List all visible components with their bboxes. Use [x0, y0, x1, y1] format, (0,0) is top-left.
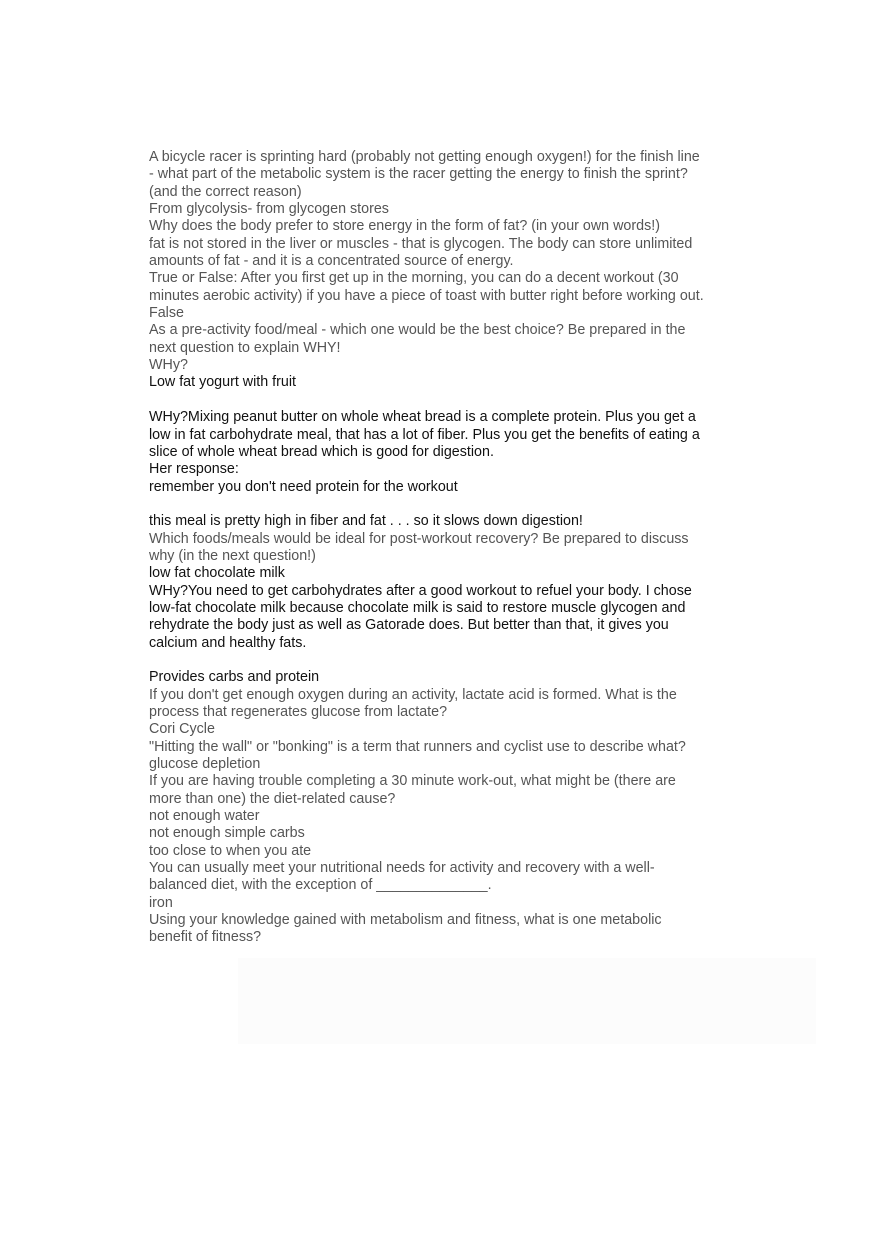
text-line: minutes aerobic activity) if you have a piece of toast with butter right before working out.	[149, 287, 704, 304]
text-line: Why does the body prefer to store energy in the form of fat? (in your own words!)	[149, 218, 660, 235]
blank-line	[149, 496, 739, 513]
text-line: next question to explain WHY!	[149, 339, 341, 356]
faint-scan-region	[238, 958, 816, 1044]
text-line: Using your knowledge gained with metabolism and fitness, what is one metabolic	[149, 912, 662, 929]
text-line: Her response:	[149, 461, 239, 478]
text-line: As a pre-activity food/meal - which one would be the best choice? Be prepared in the	[149, 322, 686, 339]
text-line: WHy?Mixing peanut butter on whole wheat bread is a complete protein. Plus you get a	[149, 409, 696, 426]
text-line: iron	[149, 894, 173, 911]
text-line: remember you don't need protein for the workout	[149, 478, 458, 495]
text-line: - what part of the metabolic system is the racer getting the energy to finish the sprint?	[149, 166, 688, 183]
text-line: You can usually meet your nutritional needs for activity and recovery with a well-	[149, 860, 655, 877]
blank-line	[149, 392, 739, 409]
text-line: more than one) the diet-related cause?	[149, 790, 396, 807]
text-line: (and the correct reason)	[149, 183, 302, 200]
text-line: this meal is pretty high in fiber and fat . . . so it slows down digestion!	[149, 513, 583, 530]
text-line: False	[149, 305, 184, 322]
text-line: glucose depletion	[149, 756, 261, 773]
text-line: balanced diet, with the exception of ______________.	[149, 877, 492, 894]
text-line: low-fat chocolate milk because chocolate milk is said to restore muscle glycogen and	[149, 599, 686, 616]
document-body	[149, 149, 739, 947]
text-line: amounts of fat - and it is a concentrated source of energy.	[149, 253, 514, 270]
text-line: benefit of fitness?	[149, 929, 262, 946]
text-line: not enough water	[149, 808, 260, 825]
text-line: WHy?You need to get carbohydrates after a good workout to refuel your body. I chose	[149, 582, 692, 599]
text-line: low in fat carbohydrate meal, that has a lot of fiber. Plus you get the benefits of eating a	[149, 426, 700, 443]
text-line: slice of whole wheat bread which is good for digestion.	[149, 443, 494, 460]
text-line: calcium and healthy fats.	[149, 634, 307, 651]
text-line: If you don't get enough oxygen during an activity, lactate acid is formed. What is the	[149, 686, 677, 703]
text-line: process that regenerates glucose from lactate?	[149, 704, 448, 720]
text-line: Which foods/meals would be ideal for post-workout recovery? Be prepared to discuss	[149, 530, 689, 547]
text-line: fat is not stored in the liver or muscles - that is glycogen. The body can store unlimited	[149, 235, 693, 252]
text-line: rehydrate the body just as well as Gatorade does. But better than that, it gives you	[149, 617, 669, 634]
text-line: too close to when you ate	[149, 842, 312, 859]
text-line: A bicycle racer is sprinting hard (probably not getting enough oxygen!) for the finish line	[149, 149, 700, 165]
text-line: not enough simple carbs	[149, 825, 305, 842]
text-line: why (in the next question!)	[149, 547, 316, 564]
blank-line	[149, 652, 739, 669]
text-line: "Hitting the wall" or "bonking" is a term that runners and cyclist use to describe what?	[149, 738, 686, 755]
text-line: Provides carbs and protein	[149, 669, 320, 686]
text-line: True or False: After you first get up in the morning, you can do a decent workout (30	[149, 270, 679, 287]
text-line: From glycolysis- from glycogen stores	[149, 201, 389, 218]
text-line: Low fat yogurt with fruit	[149, 374, 297, 391]
text-line: WHy?	[149, 357, 188, 374]
text-line: If you are having trouble completing a 30 minute work-out, what might be (there are	[149, 773, 676, 790]
text-line: Cori Cycle	[149, 721, 215, 738]
text-line: low fat chocolate milk	[149, 565, 285, 582]
